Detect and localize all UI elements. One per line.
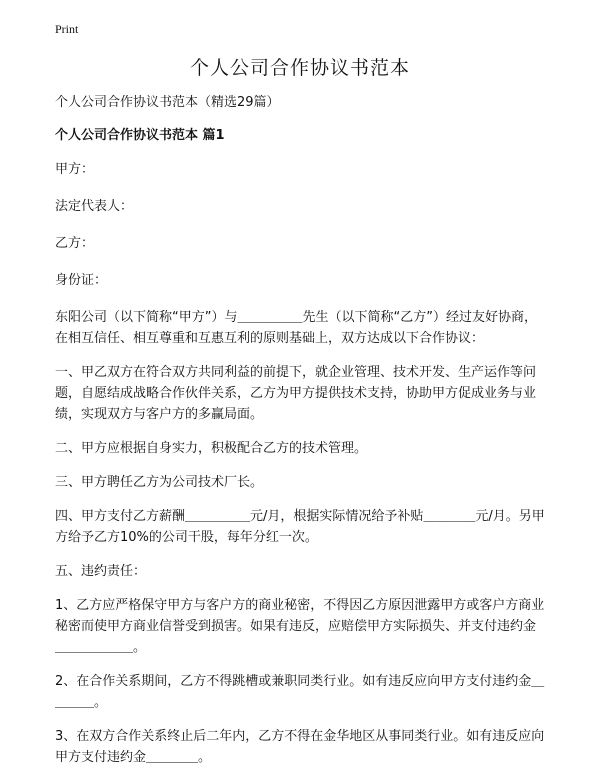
document-body	[55, 92, 545, 781]
paragraph-clause-3: 三、甲方聘任乙方为公司技术厂长。	[55, 475, 264, 490]
paragraph-clause-5: 五、违约责任：	[55, 564, 147, 579]
document-title: 个人公司合作协议书范本	[189, 57, 410, 79]
paragraph-clause-2: 二、甲方应根据自身实力，积极配合乙方的技术管理。	[55, 441, 368, 456]
field-legal-rep: 法定代表人：	[55, 199, 134, 214]
paragraph-penalty-1: 1、乙方应严格保守甲方与客户方的商业秘密，不得因乙方原因泄露甲方或客户方商业秘密而使甲方商业信誉受到损害。如果有违反，应赔偿甲方实际损失、并支付违约金＿＿＿＿＿＿。	[55, 598, 545, 655]
paragraph-clause-1: 一、甲乙双方在符合双方共同利益的前提下，就企业管理、技术开发、生产运作等问题，自愿结成战略合作伙伴关系，乙方为甲方提供技术支持，协助甲方促成业务与业绩，实现双方与客户方的多赢局面。	[55, 365, 537, 422]
print-label[interactable]: Print	[55, 22, 79, 36]
section-heading: 个人公司合作协议书范本 篇1	[55, 128, 225, 143]
field-id-card: 身份证：	[55, 273, 108, 288]
paragraph-intro: 东阳公司（以下简称“甲方”）与＿＿＿＿＿先生（以下简称“乙方”）经过友好协商，在相互信任、相互尊重和互惠互利的原则基础上，双方达成以下合作协议：	[55, 310, 537, 346]
paragraph-penalty-3: 3、在双方合作关系终止后二年内，乙方不得在金华地区从事同类行业。如有违反应向甲方支付违约金＿＿＿＿。	[55, 729, 545, 765]
document-subtitle: 个人公司合作协议书范本（精选29篇）	[55, 95, 280, 110]
field-party-a: 甲方：	[55, 162, 95, 177]
paragraph-penalty-2: 2、在合作关系期间，乙方不得跳槽或兼职同类行业。如有违反应向甲方支付违约金＿＿＿＿。	[55, 674, 545, 710]
paragraph-clause-4: 四、甲方支付乙方薪酬＿＿＿＿＿元/月，根据实际情况给予补贴＿＿＿＿元/月。另甲方给予乙方10%的公司干股，每年分红一次。	[55, 509, 545, 545]
field-party-b: 乙方：	[55, 236, 95, 251]
